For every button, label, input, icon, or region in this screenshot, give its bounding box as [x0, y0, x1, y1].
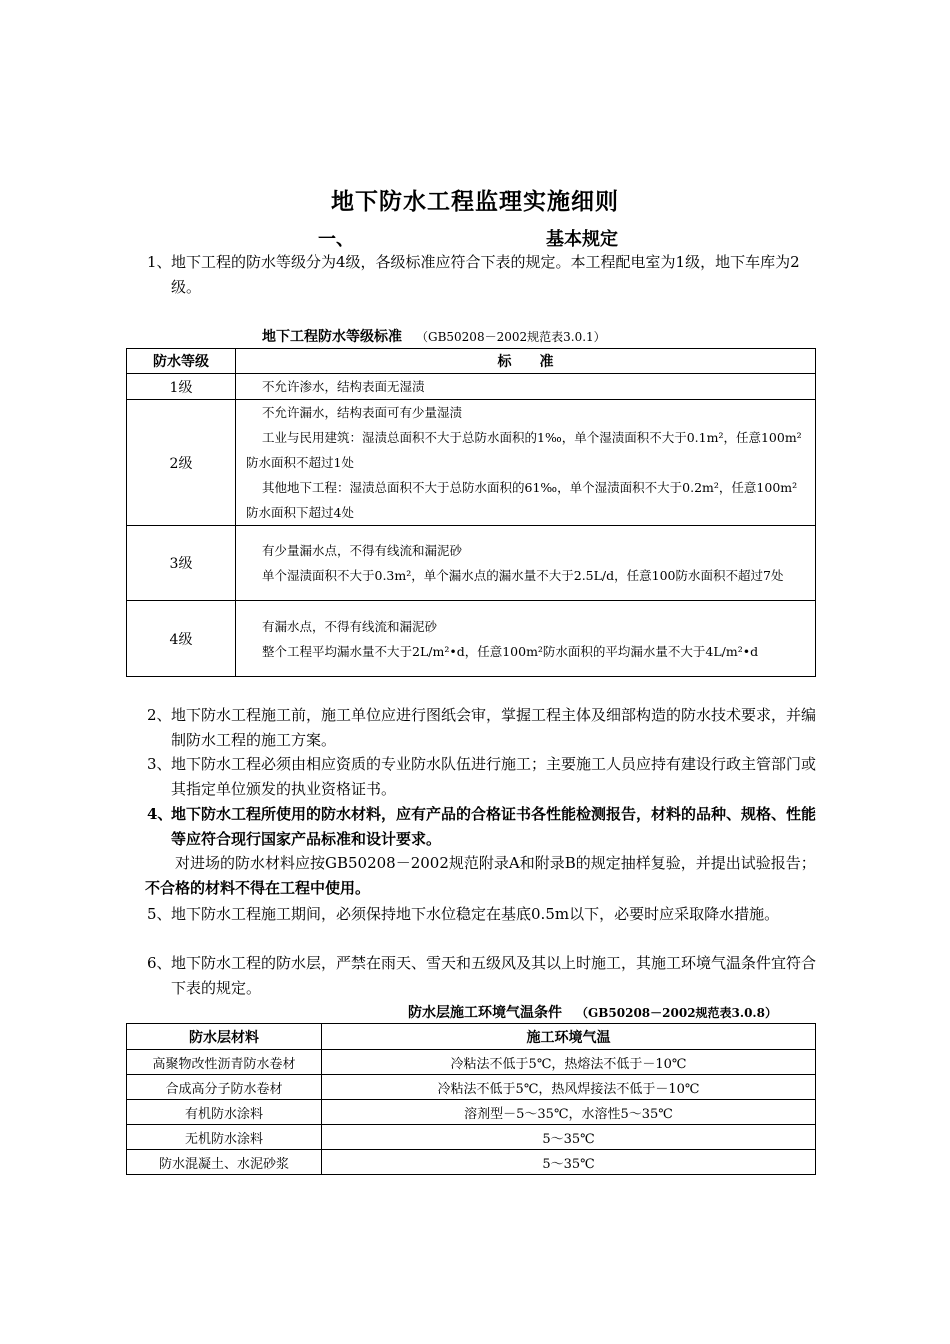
material-cell: 防水混凝土、水泥砂浆 — [127, 1150, 322, 1175]
temp-cell: 5～35℃ — [322, 1125, 816, 1150]
standard-line: 单个湿渍面积不大于0.3m²，单个漏水点的漏水量不大于2.5L/d，任意100防水面积不超过7处 — [262, 568, 784, 583]
standard-cell — [236, 601, 816, 677]
item-2 — [147, 703, 822, 753]
grade-cell: 4级 — [127, 601, 236, 677]
material-cell: 高聚物改性沥青防水卷材 — [127, 1050, 322, 1075]
material-cell: 有机防水涂料 — [127, 1100, 322, 1125]
standard-cell — [236, 400, 816, 526]
standard-line: 不允许漏水，结构表面可有少量湿渍 — [262, 405, 463, 420]
material-cell: 无机防水涂料 — [127, 1125, 322, 1150]
waterproof-grade-table — [126, 348, 816, 677]
item-number: 4、 — [147, 805, 173, 823]
section-number: 一、 — [318, 229, 354, 250]
standard-cell — [236, 374, 816, 400]
table-row — [127, 526, 816, 601]
temp-cell: 冷粘法不低于5℃，热熔法不低于－10℃ — [322, 1050, 816, 1075]
table-header-row — [127, 1024, 816, 1050]
item-text: 地下防水工程必须由相应资质的专业防水队伍进行施工；主要施工人员应持有建设行政主管部门或其指定单位颁发的执业资格证书。 — [171, 755, 817, 798]
table-row — [127, 1075, 816, 1100]
table2-caption-title: 防水层施工环境气温条件 — [408, 1005, 562, 1021]
item-1 — [147, 250, 822, 300]
table1-caption-ref: （GB50208－2002规范表3.0.1） — [416, 330, 606, 344]
document-title: 地下防水工程监理实施细则 — [331, 189, 619, 215]
temp-cell: 5～35℃ — [322, 1150, 816, 1175]
header-temp: 施工环境气温 — [322, 1024, 816, 1050]
standard-line: 工业与民用建筑：湿渍总面积不大于总防水面积的1‰，单个湿渍面积不大于0.1m²，任意100m²防水面积不超过1处 — [246, 430, 802, 470]
item-6 — [147, 951, 822, 1001]
item-number: 2、 — [147, 706, 172, 724]
table-row — [127, 374, 816, 400]
item-number: 1、 — [147, 253, 172, 271]
table-row — [127, 1050, 816, 1075]
grade-cell: 3级 — [127, 526, 236, 601]
table-header-row — [127, 349, 816, 374]
standard-cell — [236, 526, 816, 601]
table-row — [127, 1100, 816, 1125]
item-4-note — [147, 851, 822, 901]
table-row — [127, 1150, 816, 1175]
item-5 — [147, 902, 822, 927]
standard-line: 其他地下工程：湿渍总面积不大于总防水面积的61‰，单个湿渍面积不大于0.2m²，任意100m²防水面积下超过4处 — [246, 480, 798, 520]
table-row — [127, 400, 816, 526]
standard-line: 有少量漏水点，不得有线流和漏泥砂 — [262, 543, 463, 558]
standard-line: 不允许渗水，结构表面无湿渍 — [262, 379, 425, 394]
standard-line: 整个工程平均漏水量不大于2L/m²•d，任意100m²防水面积的平均漏水量不大于4L/m²•d — [262, 643, 759, 659]
grade-cell: 1级 — [127, 374, 236, 400]
item-3 — [147, 752, 822, 802]
temp-cell: 冷粘法不低于5℃，热风焊接法不低于－10℃ — [322, 1075, 816, 1100]
item-text: 地下防水工程施工期间，必须保持地下水位稳定在基底0.5m以下，必要时应采取降水措施。 — [171, 905, 780, 923]
item-number: 6、 — [147, 954, 172, 972]
header-material: 防水层材料 — [127, 1024, 322, 1050]
section-heading: 基本规定 — [546, 229, 618, 250]
item-text: 地下防水工程的防水层，严禁在雨天、雪天和五级风及其以上时施工，其施工环境气温条件宜符合下表的规定。 — [171, 954, 817, 997]
table2-caption-ref: （GB50208－2002规范表3.0.8） — [576, 1006, 777, 1020]
temp-cell: 溶剂型－5～35℃，水溶性5～35℃ — [322, 1100, 816, 1125]
header-level: 防水等级 — [127, 349, 236, 374]
item-number: 3、 — [147, 755, 172, 773]
item-text: 地下防水工程施工前，施工单位应进行图纸会审，掌握工程主体及细部构造的防水技术要求，并编制防水工程的施工方案。 — [171, 706, 817, 749]
temperature-table — [126, 1023, 816, 1175]
grade-cell: 2级 — [127, 400, 236, 526]
note-bold-text: 不合格的材料不得在工程中使用。 — [145, 879, 371, 897]
table1-caption-title: 地下工程防水等级标准 — [262, 329, 402, 345]
header-standard: 标 准 — [236, 349, 816, 374]
note-text: 对进场的防水材料应按GB50208－2002规范附录A和附录B的规定抽样复验，并提出试验报告； — [175, 854, 816, 872]
table2-caption — [408, 1002, 777, 1022]
table1-caption — [262, 326, 606, 346]
item-text: 地下工程的防水等级分为4级，各级标准应符合下表的规定。本工程配电室为1级，地下车库为2级。 — [171, 253, 800, 296]
item-4 — [147, 802, 822, 852]
item-text: 地下防水工程所使用的防水材料，应有产品的合格证书各性能检测报告，材料的品种、规格、性能等应符合现行国家产品标准和设计要求。 — [171, 805, 817, 848]
material-cell: 合成高分子防水卷材 — [127, 1075, 322, 1100]
table-row — [127, 601, 816, 677]
table-row — [127, 1125, 816, 1150]
item-number: 5、 — [147, 905, 172, 923]
standard-line: 有漏水点，不得有线流和漏泥砂 — [262, 618, 438, 634]
